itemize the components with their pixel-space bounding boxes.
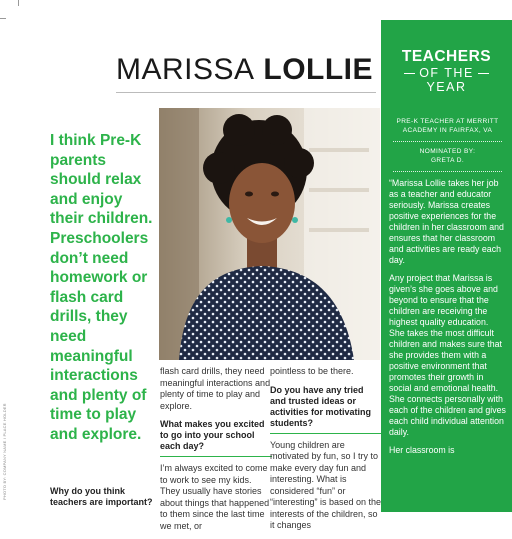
title-last-name: LOLLIE — [263, 53, 374, 86]
page-title — [116, 52, 378, 88]
article-question: Do you have any tried and trusted ideas or activities for motivating students? — [270, 385, 382, 434]
article-paragraph: pointless to be there. — [270, 366, 354, 376]
sidebar-title-line2 — [385, 66, 508, 80]
sidebar-body — [389, 118, 506, 463]
photo-credit: PHOTO BY: COMPANY NAME / PLACE HOLDER — [2, 403, 7, 500]
article-paragraph: I’m always excited to come to work to see my kids. They usually have stories about things that happened to them since the last time we met, or — [160, 463, 270, 531]
dotted-divider — [393, 141, 502, 142]
title-dash-left — [404, 73, 415, 75]
teacher-role: PRE-K TEACHER AT MERRITT ACADEMY IN FAIRFAX, VA — [396, 118, 499, 134]
nomination-paragraph: “Marissa Lollie takes her job as a teacher and educator seriously. Marissa creates positive experiences for the children in her classroom and ensures that her classroom and activities are ready each day. — [389, 178, 504, 266]
nominated-by: GRETA D. — [430, 156, 465, 164]
article-paragraph: Young children are motivated by fun, so I try to make every day fun and interesting. What is considered “fun” or “interesting” is based on the interests of the children, so it changes — [270, 439, 382, 530]
title-divider — [116, 92, 376, 93]
portrait-illustration — [159, 108, 380, 360]
article-column-1 — [160, 366, 272, 539]
pull-quote: I think Pre-K parents should relax and enjoy their children. Preschoolers don’t need homework or flash card drills, they need meaningful interactions and plenty of time to play and explore. — [50, 132, 153, 443]
nomination-paragraph: Her classroom is — [389, 445, 455, 456]
article-paragraph: flash card drills, they need meaningful interactions and plenty of time to play and explore. — [160, 366, 271, 411]
nomination-paragraph: Any project that Marissa is given’s she goes above and beyond to ensure that the children are receiving the highest quality education. She takes the most difficult children and makes sure that she provides them with a positive environment that promotes their growth in social and emotional health. She connects personally with each of the children and gives each child individual attention daily. — [389, 273, 506, 438]
article-question: Why do you think teachers are important? — [50, 486, 153, 507]
article-column-2 — [270, 366, 382, 539]
sidebar-title-line3: YEAR — [426, 80, 467, 94]
dotted-divider — [393, 171, 502, 172]
title-dash-right — [478, 73, 489, 75]
article-question: What makes you excited to go into your school each day? — [160, 419, 272, 457]
sidebar-title-line1: TEACHERS — [401, 48, 492, 65]
crop-mark-top-vertical — [18, 0, 19, 6]
teacher-portrait — [159, 108, 380, 360]
nomination-text — [389, 178, 506, 456]
sidebar-title — [385, 48, 508, 94]
title-first-name: MARISSA — [116, 53, 255, 86]
sidebar-title-of-the: OF THE — [419, 66, 474, 80]
crop-mark-top — [0, 18, 6, 19]
nominated-label: NOMINATED BY: — [419, 148, 476, 156]
